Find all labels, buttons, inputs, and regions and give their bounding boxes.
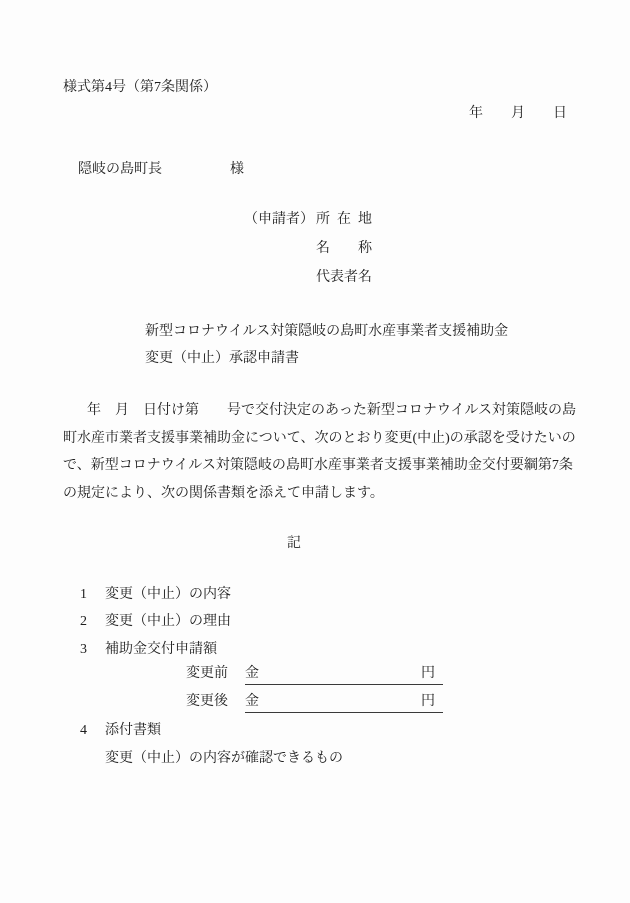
currency-suffix: 円: [421, 694, 435, 709]
applicant-block: [244, 212, 372, 299]
amount-after-blank-field: [245, 694, 443, 713]
applicant-row-name: [244, 241, 372, 256]
body-line-1: 年 月 日付け第 号で交付決定のあった新型コロナウイルス対策隠岐の島: [87, 403, 577, 418]
body-line-2: 町水産市業者支援事業補助金について、次のとおり変更(中止)の承認を受けたいの: [63, 430, 576, 446]
list-item-1: [80, 587, 231, 602]
list-item-2-text: 変更（中止）の理由: [105, 614, 231, 629]
list-item-3: [80, 642, 217, 657]
currency-prefix: 金: [245, 694, 259, 709]
attachment-note: 変更（中止）の内容が確認できるもの: [105, 751, 343, 766]
record-heading: 記: [287, 536, 301, 551]
list-item-3-text: 補助金交付申請額: [105, 642, 217, 657]
list-item-2: [80, 614, 231, 629]
body-line-3: で、新型コロナウイルス対策隠岐の島町水産事業者支援事業補助金交付要綱第7条: [63, 458, 573, 473]
currency-suffix: 円: [421, 666, 435, 681]
applicant-field-address: 所在地: [316, 212, 372, 227]
list-item-3-number: 3: [80, 642, 87, 657]
amount-row-after: [186, 694, 443, 713]
list-item-1-text: 変更（中止）の内容: [105, 587, 231, 602]
addressee-title: 隠岐の島町長: [78, 162, 162, 177]
amount-after-label: 変更後: [186, 694, 228, 709]
document-title-line-2: 変更（中止）承認申請書: [145, 350, 299, 366]
body-paragraph: [63, 397, 576, 507]
applicant-field-name: 名称: [316, 241, 372, 256]
addressee-line: [78, 162, 244, 177]
applicant-field-representative: 代表者名: [316, 270, 372, 285]
list-item-4: [80, 723, 161, 738]
form-number: 様式第4号（第7条関係）: [63, 80, 217, 95]
applicant-row-representative: [244, 270, 372, 285]
document-title: [145, 319, 508, 372]
date-line: 年 月 日: [469, 106, 567, 121]
amount-before-blank-field: [245, 666, 443, 685]
applicant-label: （申請者）: [244, 212, 314, 227]
applicant-row-address: [244, 212, 372, 227]
document-title-line-1: 新型コロナウイルス対策隠岐の島町水産事業者支援補助金: [145, 324, 509, 339]
currency-prefix: 金: [245, 666, 259, 681]
list-item-2-number: 2: [80, 614, 87, 629]
amount-before-label: 変更前: [186, 666, 228, 681]
list-item-4-text: 添付書類: [105, 723, 161, 738]
addressee-honorific: 様: [230, 162, 244, 177]
body-line-4: の規定により、次の関係書類を添えて申請します。: [63, 485, 384, 501]
list-item-4-number: 4: [80, 723, 87, 738]
amount-row-before: [186, 666, 443, 685]
list-item-1-number: 1: [80, 587, 87, 602]
